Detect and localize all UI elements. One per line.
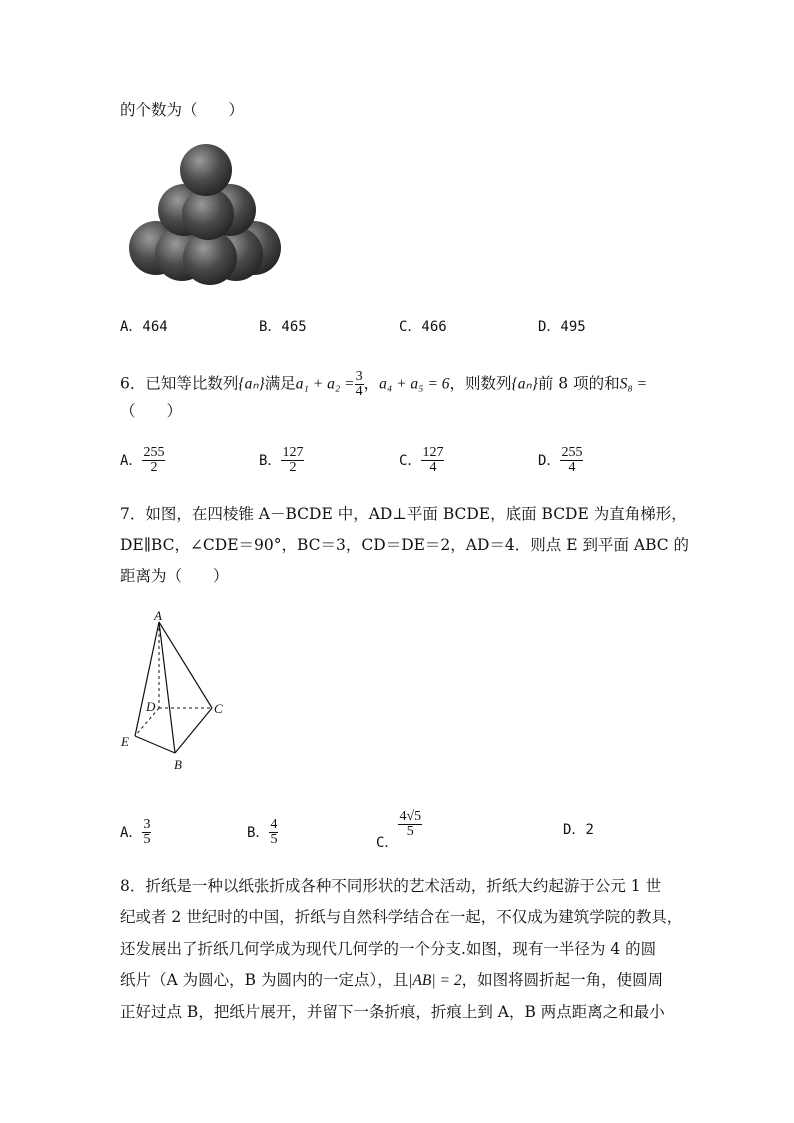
q6-option-d: D． $\frac{255}{4}$ bbox=[538, 445, 583, 475]
edge-eb bbox=[135, 736, 175, 753]
q8-line-5: 正好过点 B，把纸片展开，并留下一条折痕，折痕上到 A，B 两点距离之和最小 bbox=[120, 1003, 665, 1021]
q5-option-c: C．466 bbox=[399, 319, 447, 335]
q6-option-c: C． $\frac{127}{4}$ bbox=[399, 445, 444, 475]
label-e: E bbox=[121, 734, 129, 749]
q6-stem: 6．已知等比数列{aₙ}满足a₁ + a₂ = $\frac{3}{4}$ ，a₄ + a₅ = 6，则数列{aₙ}前 8 项的和S₈ = bbox=[120, 369, 648, 399]
q8-line-2: 纪或者 2 世纪时的中国，折纸与自然科学结合在一起，不仅成为建筑学院的教具， bbox=[120, 908, 683, 926]
label-c: C bbox=[214, 701, 223, 716]
sphere bbox=[180, 144, 232, 196]
edge-ac bbox=[159, 622, 212, 708]
q5-option-b: B．465 bbox=[259, 319, 307, 335]
edge-ae bbox=[135, 622, 159, 736]
q5-option-d: D．495 bbox=[538, 319, 586, 335]
q8-line-4: 纸片（A 为圆心，B 为圆内的一定点），且|AB| = 2，如图将圆折起一角，使圆周 bbox=[120, 971, 664, 989]
label-d: D bbox=[146, 699, 156, 714]
q7-line-2: DE∥BC，∠CDE＝90°，BC＝3，CD＝DE＝2，AD＝4．则点 E 到平面 ABC 的 bbox=[120, 536, 690, 554]
label-a: A bbox=[154, 608, 162, 623]
q7-line-3: 距离为（ ） bbox=[120, 567, 229, 585]
q8-line-3: 还发展出了折纸几何学成为现代几何学的一个分支.如图，现有一半径为 4 的圆 bbox=[120, 940, 657, 958]
edge-ab bbox=[159, 622, 175, 753]
q6-fraction: $\frac{3}{4}$ bbox=[355, 369, 363, 399]
edge-bc bbox=[175, 708, 212, 753]
q7-line-1: 7．如图，在四棱锥 A－BCDE 中，AD⊥平面 BCDE，底面 BCDE 为直角梯形， bbox=[120, 505, 687, 523]
q6-option-a: A． $\frac{255}{2}$ bbox=[120, 445, 165, 475]
q7-option-a: A． $\frac{3}{5}$ bbox=[120, 817, 151, 847]
q6-option-b: B． $\frac{127}{2}$ bbox=[259, 445, 304, 475]
q8-line-1: 8．折纸是一种以纸张折成各种不同形状的艺术活动，折纸大约起游于公元 1 世 bbox=[120, 877, 662, 895]
q7-option-c: C． $\frac{4√5}{5}$ bbox=[376, 809, 422, 851]
pyramid-figure bbox=[115, 608, 235, 778]
q5-tail-text: 的个数为（ ） bbox=[120, 101, 245, 119]
q6-blank: （ ） bbox=[120, 402, 183, 420]
q5-option-a: A．464 bbox=[120, 319, 168, 335]
q7-option-b: B． $\frac{4}{5}$ bbox=[247, 817, 278, 847]
sphere-pyramid-figure bbox=[126, 140, 286, 290]
label-b: B bbox=[174, 757, 182, 772]
q7-option-d: D．2 bbox=[563, 822, 594, 838]
